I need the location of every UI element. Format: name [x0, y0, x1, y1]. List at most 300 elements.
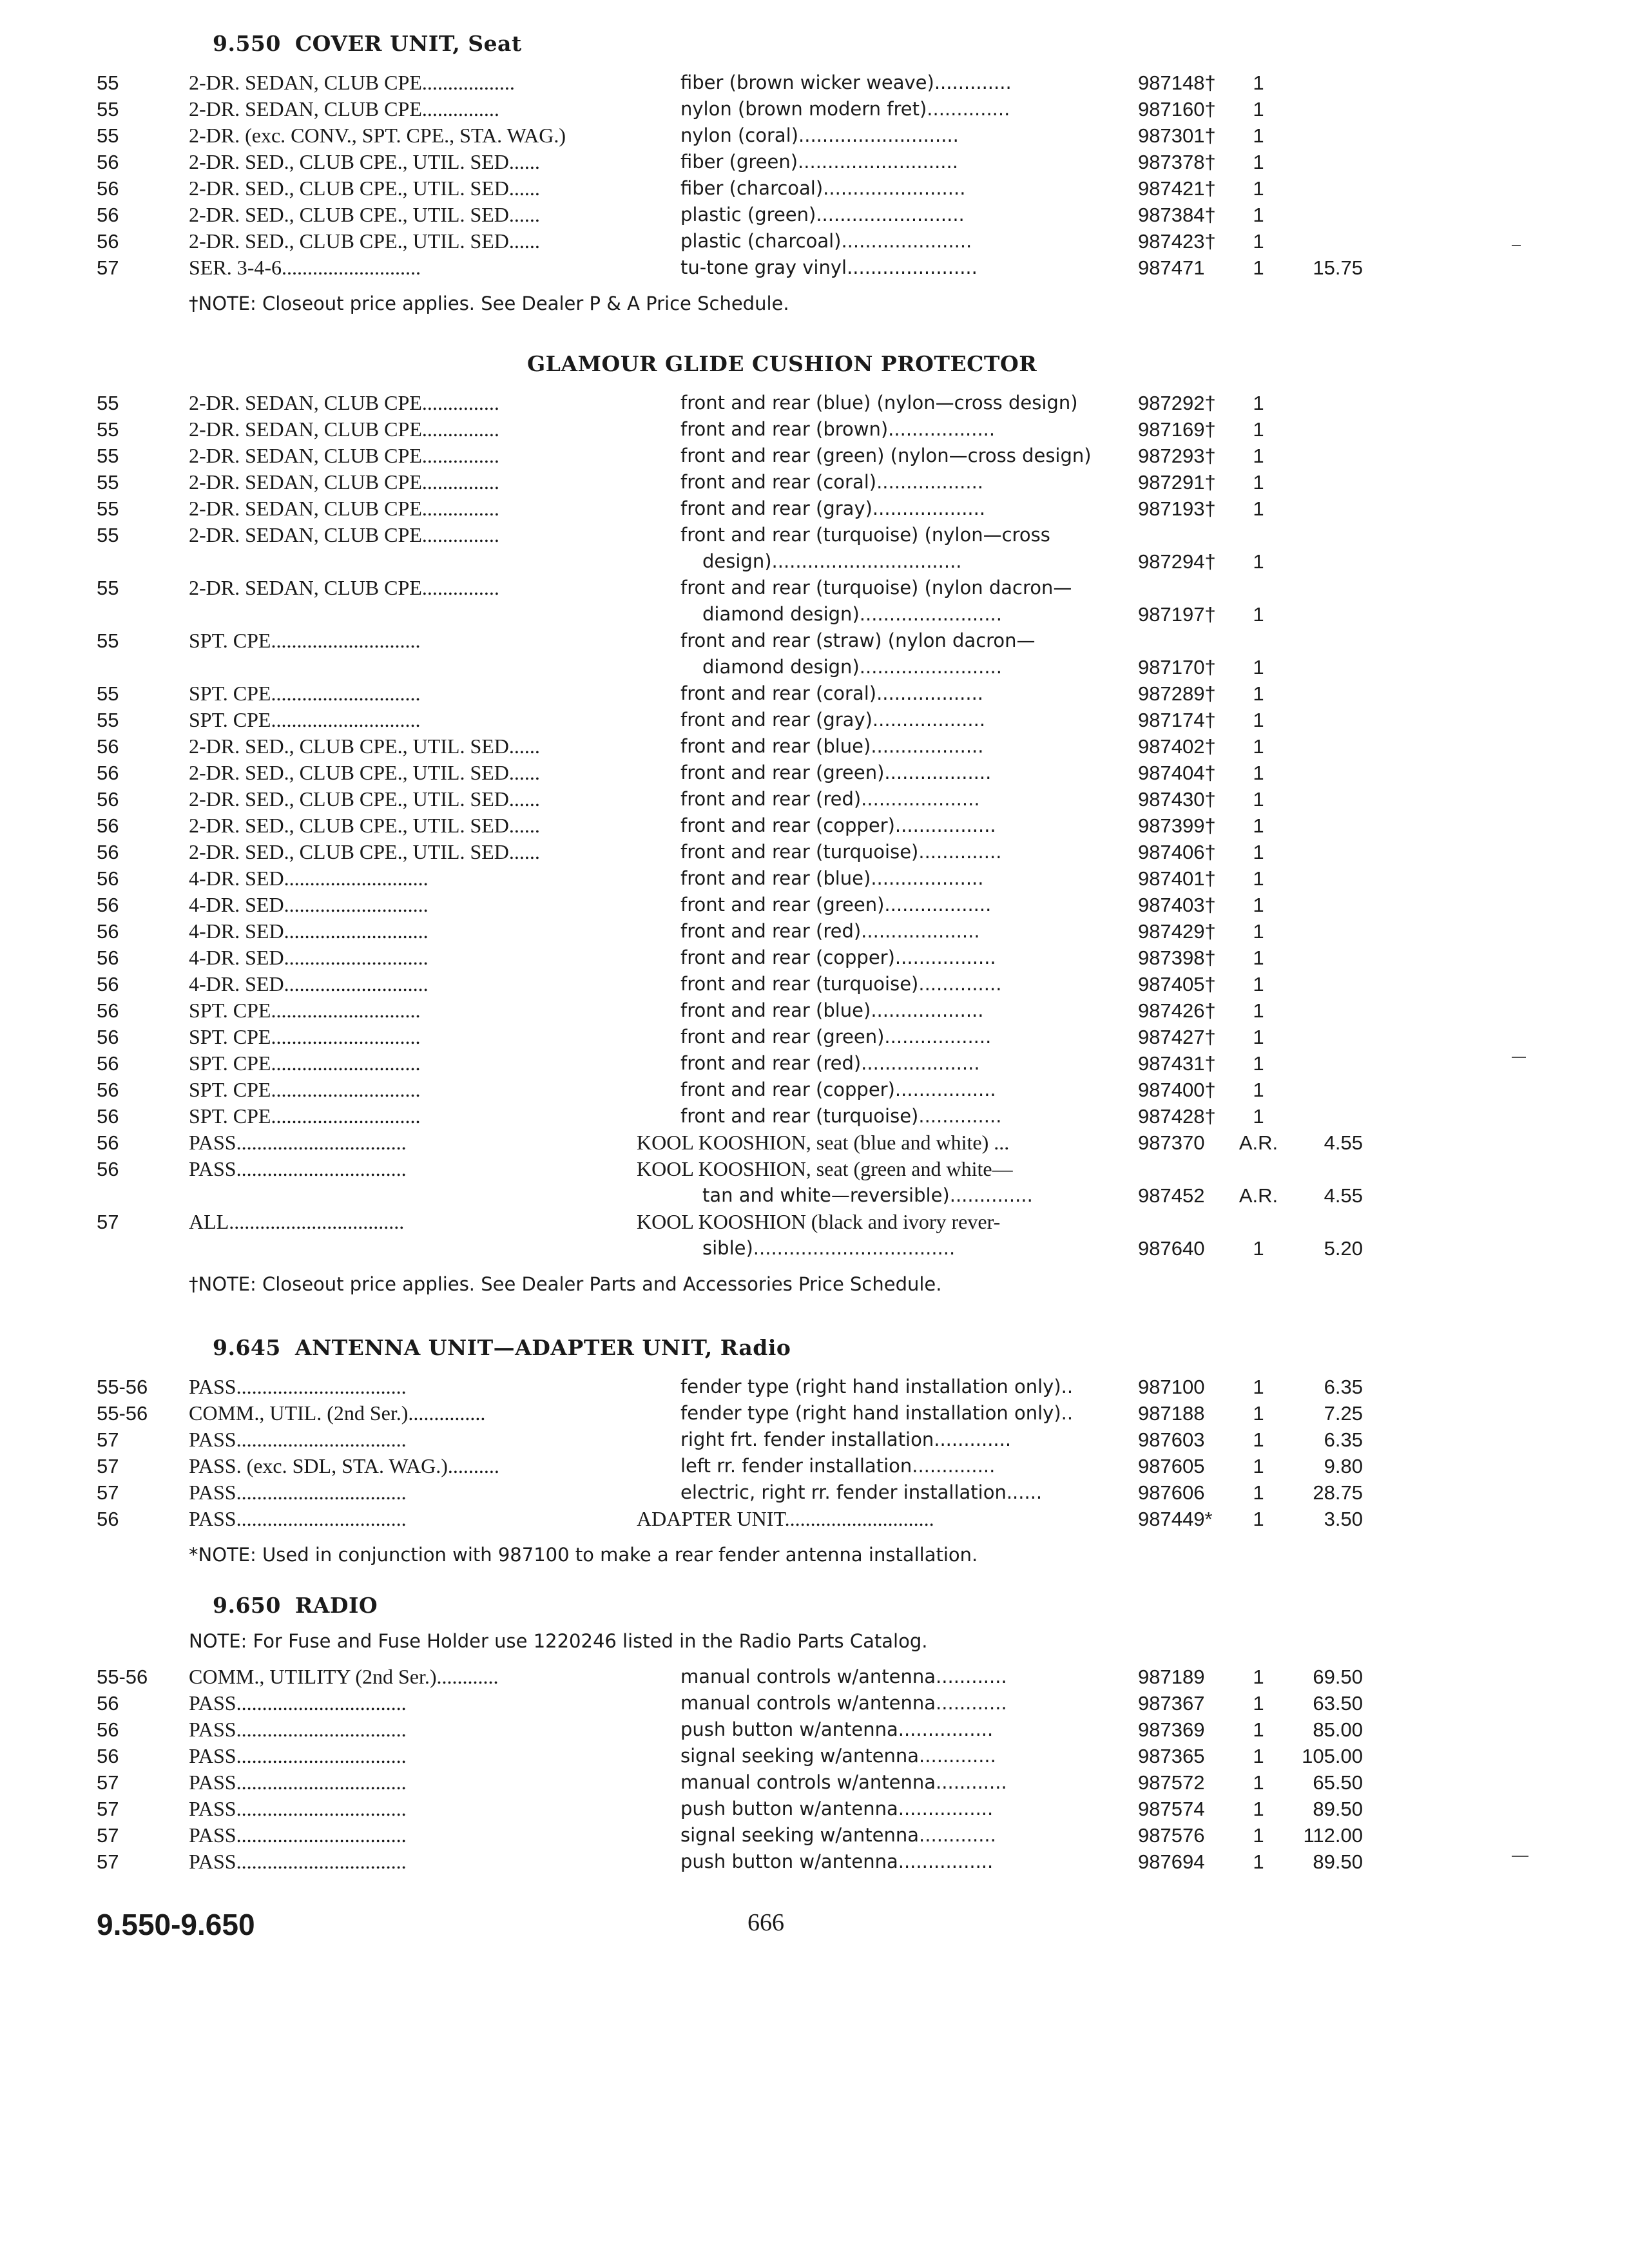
table-row: [0, 1103, 1629, 1129]
price-cell: 4.55: [1324, 1184, 1363, 1207]
model-cell: SPT. CPE.............................: [189, 1078, 421, 1101]
quantity-cell: 1: [1253, 709, 1264, 731]
model-cell: 2-DR. SEDAN, CLUB CPE...............: [189, 470, 499, 494]
part-number-cell: 987428†: [1138, 1105, 1216, 1128]
description-cell: front and rear (green)..................: [680, 894, 992, 916]
model-cell: 2-DR. SEDAN, CLUB CPE...............: [189, 418, 499, 441]
description-cell: front and rear (blue)...................: [680, 867, 984, 889]
part-number-cell: 987398†: [1138, 947, 1216, 969]
year-cell: 56: [97, 894, 119, 916]
part-number-cell: 987574: [1138, 1798, 1205, 1820]
year-cell: 57: [97, 1824, 119, 1847]
description-cell: fiber (charcoal)........................: [680, 177, 966, 199]
part-number-cell: 987423†: [1138, 230, 1216, 253]
year-cell: 56: [97, 204, 119, 226]
part-number-cell: 987169†: [1138, 418, 1216, 441]
part-number-cell: 987289†: [1138, 682, 1216, 705]
year-cell: 56: [97, 920, 119, 943]
quantity-cell: 1: [1253, 867, 1264, 890]
part-number-cell: 987471: [1138, 256, 1205, 279]
part-number-cell: 987170†: [1138, 656, 1216, 678]
table-row: [0, 1506, 1629, 1532]
year-cell: 56: [97, 788, 119, 811]
year-cell: 57: [97, 1211, 119, 1233]
quantity-cell: 1: [1253, 1745, 1264, 1767]
model-cell: COMM., UTILITY (2nd Ser.)............: [189, 1665, 499, 1688]
description-cell: front and rear (red)....................: [680, 788, 980, 810]
quantity-cell: 1: [1253, 1508, 1264, 1530]
section-title: RADIO: [294, 1593, 378, 1618]
description-cell: front and rear (turquoise)..............: [680, 841, 1002, 863]
price-cell: 65.50: [1313, 1771, 1363, 1794]
quantity-cell: 1: [1253, 177, 1264, 200]
year-cell: 56: [97, 1026, 119, 1048]
part-number-cell: 987174†: [1138, 709, 1216, 731]
part-number-cell: 987301†: [1138, 124, 1216, 147]
model-cell: PASS.................................: [189, 1481, 407, 1504]
description-cell: front and rear (gray)...................: [680, 497, 986, 519]
description-cell: KOOL KOOSHION (black and ivory rever-: [637, 1210, 1001, 1233]
model-cell: SPT. CPE.............................: [189, 682, 421, 705]
year-cell: 56: [97, 1692, 119, 1715]
table-row: [0, 1427, 1629, 1453]
description-cell: tan and white—reversible)..............: [702, 1184, 1033, 1206]
quantity-cell: 1: [1253, 418, 1264, 441]
year-cell: 55-56: [97, 1376, 148, 1398]
year-cell: 55: [97, 471, 119, 494]
model-cell: COMM., UTIL. (2nd Ser.)...............: [189, 1401, 486, 1425]
year-cell: 56: [97, 1052, 119, 1075]
table-row: [0, 1849, 1629, 1875]
part-number-cell: 987369: [1138, 1718, 1205, 1741]
part-number-cell: 987421†: [1138, 177, 1216, 200]
description-cell: manual controls w/antenna............: [680, 1692, 1007, 1714]
part-number-cell: 987427†: [1138, 1026, 1216, 1048]
part-number-cell: 987429†: [1138, 920, 1216, 943]
quantity-cell: 1: [1253, 656, 1264, 678]
price-cell: 6.35: [1324, 1376, 1363, 1398]
quantity-cell: 1: [1253, 894, 1264, 916]
table-row-continuation: [0, 548, 1629, 575]
model-cell: 2-DR. SEDAN, CLUB CPE...............: [189, 523, 499, 546]
section-number: 9.550: [213, 31, 281, 56]
year-cell: 55: [97, 682, 119, 705]
quantity-cell: 1: [1253, 230, 1264, 253]
model-cell: 4-DR. SED............................: [189, 919, 429, 943]
section-footnote: †NOTE: Closeout price applies. See Dealer P & A Price Schedule.: [189, 293, 789, 314]
quantity-cell: A.R.: [1239, 1184, 1278, 1207]
year-cell: 56: [97, 762, 119, 784]
quantity-cell: 1: [1253, 1079, 1264, 1101]
description-cell: fender type (right hand installation only)..: [680, 1376, 1074, 1398]
table-row: [0, 628, 1629, 654]
table-row: [0, 1077, 1629, 1103]
part-number-cell: 987400†: [1138, 1079, 1216, 1101]
table-row: [0, 997, 1629, 1024]
year-cell: 56: [97, 999, 119, 1022]
table-row: [0, 1690, 1629, 1716]
description-cell: front and rear (turquoise)..............: [680, 973, 1002, 995]
quantity-cell: A.R.: [1239, 1131, 1278, 1154]
year-cell: 55: [97, 124, 119, 147]
model-cell: PASS.................................: [189, 1718, 407, 1741]
part-number-cell: 987426†: [1138, 999, 1216, 1022]
price-cell: 89.50: [1313, 1850, 1363, 1873]
description-cell: diamond design)........................: [702, 656, 1002, 678]
part-number-cell: 987406†: [1138, 841, 1216, 863]
table-row: [0, 469, 1629, 495]
table-row: [0, 1129, 1629, 1156]
part-number-cell: 987197†: [1138, 603, 1216, 626]
part-number-cell: 987430†: [1138, 788, 1216, 811]
footer-page-number: 666: [747, 1909, 784, 1936]
table-row: [0, 1209, 1629, 1235]
model-cell: 2-DR. (exc. CONV., SPT. CPE., STA. WAG.): [189, 124, 566, 147]
footer-section-range: 9.550-9.650: [97, 1908, 255, 1941]
quantity-cell: 1: [1253, 947, 1264, 969]
part-number-cell: 987188: [1138, 1402, 1205, 1425]
section-title: COVER UNIT, Seat: [294, 31, 522, 56]
model-cell: 2-DR. SEDAN, CLUB CPE...............: [189, 444, 499, 467]
quantity-cell: 1: [1253, 1237, 1264, 1260]
year-cell: 56: [97, 1158, 119, 1180]
quantity-cell: 1: [1253, 1798, 1264, 1820]
table-row: [0, 1743, 1629, 1769]
year-cell: 57: [97, 1455, 119, 1477]
year-cell: 55: [97, 524, 119, 546]
year-cell: 55: [97, 577, 119, 599]
table-row: [0, 1374, 1629, 1400]
model-cell: SER. 3-4-6...........................: [189, 256, 421, 279]
quantity-cell: 1: [1253, 973, 1264, 995]
description-cell: front and rear (green)..................: [680, 762, 992, 783]
price-cell: 89.50: [1313, 1798, 1363, 1820]
description-cell: ADAPTER UNIT.............................: [637, 1507, 934, 1530]
description-cell: front and rear (copper).................: [680, 947, 996, 968]
description-cell: signal seeking w/antenna.............: [680, 1824, 996, 1846]
description-cell: front and rear (copper).................: [680, 1079, 996, 1100]
part-number-cell: 987431†: [1138, 1052, 1216, 1075]
part-number-cell: 987399†: [1138, 814, 1216, 837]
price-cell: 85.00: [1313, 1718, 1363, 1741]
description-cell: nylon (brown modern fret)..............: [680, 98, 1010, 120]
model-cell: 2-DR. SEDAN, CLUB CPE...............: [189, 391, 499, 414]
model-cell: PASS. (exc. SDL, STA. WAG.)..........: [189, 1454, 499, 1477]
year-cell: 56: [97, 1131, 119, 1154]
part-number-cell: 987367: [1138, 1692, 1205, 1715]
model-cell: SPT. CPE.............................: [189, 1025, 421, 1048]
year-cell: 56: [97, 1105, 119, 1128]
table-row: [0, 70, 1629, 96]
quantity-cell: 1: [1253, 471, 1264, 494]
year-cell: 55: [97, 392, 119, 414]
price-cell: 9.80: [1324, 1455, 1363, 1477]
part-number-cell: 987402†: [1138, 735, 1216, 758]
table-row: [0, 416, 1629, 443]
year-cell: 56: [97, 1079, 119, 1101]
description-cell: KOOL KOOSHION, seat (blue and white) ...: [637, 1131, 1010, 1154]
year-cell: 57: [97, 1428, 119, 1451]
model-cell: 2-DR. SED., CLUB CPE., UTIL. SED......: [189, 150, 540, 173]
part-number-cell: 987292†: [1138, 392, 1216, 414]
quantity-cell: 1: [1253, 124, 1264, 147]
table-row: [0, 1156, 1629, 1182]
quantity-cell: 1: [1253, 788, 1264, 811]
quantity-cell: 1: [1253, 1666, 1264, 1688]
part-number-cell: 987160†: [1138, 98, 1216, 120]
price-cell: 63.50: [1313, 1692, 1363, 1715]
part-number-cell: 987401†: [1138, 867, 1216, 890]
part-number-cell: 987291†: [1138, 471, 1216, 494]
description-cell: front and rear (turquoise) (nylon dacron—: [680, 577, 1072, 599]
table-row: [0, 1400, 1629, 1427]
model-cell: PASS.................................: [189, 1375, 407, 1398]
table-row: [0, 1664, 1629, 1690]
table-row-continuation: [0, 1235, 1629, 1262]
price-cell: 15.75: [1313, 256, 1363, 279]
table-row-continuation: [0, 1182, 1629, 1209]
model-cell: 4-DR. SED............................: [189, 867, 429, 890]
section-note: NOTE: For Fuse and Fuse Holder use 1220246 listed in the Radio Parts Catalog.: [189, 1630, 928, 1652]
price-cell: 7.25: [1324, 1402, 1363, 1425]
model-cell: 4-DR. SED............................: [189, 893, 429, 916]
price-cell: 105.00: [1302, 1745, 1363, 1767]
part-number-cell: 987572: [1138, 1771, 1205, 1794]
table-row: [0, 945, 1629, 971]
description-cell: front and rear (blue)...................: [680, 999, 984, 1021]
quantity-cell: 1: [1253, 735, 1264, 758]
description-cell: front and rear (turquoise)..............: [680, 1105, 1002, 1127]
model-cell: PASS.................................: [189, 1797, 407, 1820]
section-heading: [213, 1593, 378, 1618]
section-footnote: †NOTE: Closeout price applies. See Dealer Parts and Accessories Price Schedule.: [189, 1273, 942, 1295]
year-cell: 55: [97, 629, 119, 652]
margin-mark: [1512, 1856, 1528, 1857]
part-number-cell: 987384†: [1138, 204, 1216, 226]
price-cell: 5.20: [1324, 1237, 1363, 1260]
model-cell: SPT. CPE.............................: [189, 708, 421, 731]
description-cell: fender type (right hand installation only)..: [680, 1402, 1074, 1424]
quantity-cell: 1: [1253, 550, 1264, 573]
table-row: [0, 707, 1629, 733]
description-cell: push button w/antenna................: [680, 1798, 994, 1820]
table-row: [0, 1479, 1629, 1506]
part-number-cell: 987370: [1138, 1131, 1205, 1154]
model-cell: 2-DR. SED., CLUB CPE., UTIL. SED......: [189, 761, 540, 784]
description-cell: electric, right rr. fender installation......: [680, 1481, 1043, 1503]
year-cell: 55: [97, 445, 119, 467]
description-cell: front and rear (green)..................: [680, 1026, 992, 1048]
description-cell: plastic (green).........................: [680, 204, 965, 226]
year-cell: 55: [97, 418, 119, 441]
table-row: [0, 680, 1629, 707]
table-row: [0, 1050, 1629, 1077]
description-cell: KOOL KOOSHION, seat (green and white—: [637, 1157, 1013, 1180]
table-row: [0, 918, 1629, 945]
margin-mark: [1512, 1057, 1526, 1058]
model-cell: PASS.................................: [189, 1507, 407, 1530]
part-number-cell: 987603: [1138, 1428, 1205, 1451]
year-cell: 57: [97, 1481, 119, 1504]
part-number-cell: 987576: [1138, 1824, 1205, 1847]
quantity-cell: 1: [1253, 256, 1264, 279]
part-number-cell: 987294†: [1138, 550, 1216, 573]
table-row: [0, 1716, 1629, 1743]
section-title: GLAMOUR GLIDE CUSHION PROTECTOR: [527, 351, 1037, 376]
year-cell: 56: [97, 814, 119, 837]
model-cell: 2-DR. SEDAN, CLUB CPE...............: [189, 497, 499, 520]
description-cell: right frt. fender installation.............: [680, 1428, 1012, 1450]
description-cell: sible)..................................: [702, 1237, 956, 1259]
description-cell: manual controls w/antenna............: [680, 1666, 1007, 1687]
table-row: [0, 96, 1629, 122]
year-cell: 56: [97, 177, 119, 200]
year-cell: 55-56: [97, 1666, 148, 1688]
quantity-cell: 1: [1253, 682, 1264, 705]
table-row: [0, 865, 1629, 892]
description-cell: diamond design)........................: [702, 603, 1002, 625]
quantity-cell: 1: [1253, 72, 1264, 94]
part-number-cell: 987193†: [1138, 497, 1216, 520]
table-row: [0, 495, 1629, 522]
price-cell: 112.00: [1303, 1824, 1363, 1847]
quantity-cell: 1: [1253, 98, 1264, 120]
model-cell: SPT. CPE.............................: [189, 1104, 421, 1128]
quantity-cell: 1: [1253, 1455, 1264, 1477]
year-cell: 56: [97, 151, 119, 173]
price-cell: 28.75: [1313, 1481, 1363, 1504]
table-row: [0, 733, 1629, 760]
part-number-cell: 987100: [1138, 1376, 1205, 1398]
year-cell: 55: [97, 72, 119, 94]
description-cell: push button w/antenna................: [680, 1718, 994, 1740]
quantity-cell: 1: [1253, 1026, 1264, 1048]
table-row: [0, 812, 1629, 839]
description-cell: front and rear (gray)...................: [680, 709, 986, 731]
part-number-cell: 987452: [1138, 1184, 1205, 1207]
quantity-cell: 1: [1253, 1052, 1264, 1075]
part-number-cell: 987403†: [1138, 894, 1216, 916]
description-cell: front and rear (brown)..................: [680, 418, 996, 440]
quantity-cell: 1: [1253, 1428, 1264, 1451]
section-footnote: *NOTE: Used in conjunction with 987100 to make a rear fender antenna installation.: [189, 1544, 978, 1566]
description-cell: front and rear (coral)..................: [680, 682, 984, 704]
quantity-cell: 1: [1253, 445, 1264, 467]
quantity-cell: 1: [1253, 1105, 1264, 1128]
table-row: [0, 575, 1629, 601]
model-cell: 2-DR. SED., CLUB CPE., UTIL. SED......: [189, 787, 540, 811]
table-row: [0, 1769, 1629, 1796]
margin-mark: [1512, 245, 1521, 246]
year-cell: 57: [97, 1850, 119, 1873]
quantity-cell: 1: [1253, 814, 1264, 837]
description-cell: manual controls w/antenna............: [680, 1771, 1007, 1793]
quantity-cell: 1: [1253, 1402, 1264, 1425]
table-row: [0, 522, 1629, 548]
model-cell: 2-DR. SEDAN, CLUB CPE...............: [189, 97, 499, 120]
price-cell: 3.50: [1324, 1508, 1363, 1530]
description-cell: left rr. fender installation..............: [680, 1455, 996, 1477]
model-cell: 2-DR. SED., CLUB CPE., UTIL. SED......: [189, 177, 540, 200]
model-cell: PASS.................................: [189, 1771, 407, 1794]
section-heading: [213, 31, 522, 56]
model-cell: ALL..................................: [189, 1210, 405, 1233]
quantity-cell: 1: [1253, 1850, 1264, 1873]
year-cell: 56: [97, 947, 119, 969]
description-cell: nylon (coral)...........................: [680, 124, 959, 146]
model-cell: PASS.................................: [189, 1823, 407, 1847]
part-number-cell: 987404†: [1138, 762, 1216, 784]
model-cell: 2-DR. SED., CLUB CPE., UTIL. SED......: [189, 229, 540, 253]
table-row: [0, 839, 1629, 865]
part-number-cell: 987449*: [1138, 1508, 1213, 1530]
table-row: [0, 760, 1629, 786]
section-heading: [213, 1335, 791, 1360]
year-cell: 55: [97, 709, 119, 731]
model-cell: 2-DR. SED., CLUB CPE., UTIL. SED......: [189, 814, 540, 837]
year-cell: 56: [97, 867, 119, 890]
description-cell: fiber (brown wicker weave).............: [680, 72, 1012, 93]
year-cell: 55-56: [97, 1402, 148, 1425]
quantity-cell: 1: [1253, 920, 1264, 943]
description-cell: front and rear (red)....................: [680, 920, 980, 942]
year-cell: 56: [97, 973, 119, 995]
model-cell: PASS.................................: [189, 1131, 407, 1154]
table-row: [0, 390, 1629, 416]
year-cell: 56: [97, 1718, 119, 1741]
quantity-cell: 1: [1253, 151, 1264, 173]
quantity-cell: 1: [1253, 1481, 1264, 1504]
description-cell: plastic (charcoal)......................: [680, 230, 972, 252]
part-number-cell: 987189: [1138, 1666, 1205, 1688]
part-number-cell: 987605: [1138, 1455, 1205, 1477]
description-cell: front and rear (coral)..................: [680, 471, 984, 493]
quantity-cell: 1: [1253, 1692, 1264, 1715]
model-cell: SPT. CPE.............................: [189, 1052, 421, 1075]
model-cell: PASS.................................: [189, 1691, 407, 1715]
quantity-cell: 1: [1253, 603, 1264, 626]
table-row: [0, 1453, 1629, 1479]
year-cell: 56: [97, 1745, 119, 1767]
quantity-cell: 1: [1253, 1376, 1264, 1398]
quantity-cell: 1: [1253, 1771, 1264, 1794]
quantity-cell: 1: [1253, 1824, 1264, 1847]
description-cell: front and rear (copper).................: [680, 814, 996, 836]
description-cell: fiber (green)...........................: [680, 151, 958, 173]
price-cell: 6.35: [1324, 1428, 1363, 1451]
year-cell: 56: [97, 230, 119, 253]
model-cell: SPT. CPE.............................: [189, 629, 421, 652]
part-number-cell: 987148†: [1138, 72, 1216, 94]
table-row: [0, 228, 1629, 255]
quantity-cell: 1: [1253, 204, 1264, 226]
part-number-cell: 987640: [1138, 1237, 1205, 1260]
model-cell: 2-DR. SED., CLUB CPE., UTIL. SED......: [189, 203, 540, 226]
section-number: 9.650: [213, 1593, 281, 1618]
quantity-cell: 1: [1253, 1718, 1264, 1741]
part-number-cell: 987606: [1138, 1481, 1205, 1504]
quantity-cell: 1: [1253, 497, 1264, 520]
table-row-continuation: [0, 601, 1629, 628]
table-row: [0, 443, 1629, 469]
model-cell: 2-DR. SEDAN, CLUB CPE..................: [189, 71, 515, 94]
table-row: [0, 892, 1629, 918]
quantity-cell: 1: [1253, 999, 1264, 1022]
table-row: [0, 1822, 1629, 1849]
description-cell: tu-tone gray vinyl......................: [680, 256, 978, 278]
year-cell: 56: [97, 1508, 119, 1530]
section-number: 9.645: [213, 1335, 281, 1360]
